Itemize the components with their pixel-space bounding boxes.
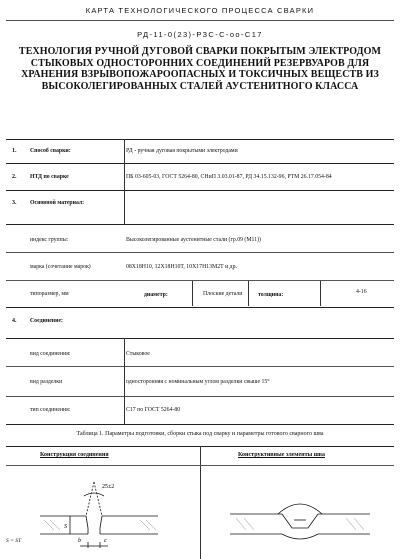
table-rule bbox=[6, 252, 394, 253]
table-column-divider bbox=[124, 139, 125, 224]
table-column-divider bbox=[124, 338, 125, 424]
row-number: 1. bbox=[12, 148, 17, 154]
steel-grade-label: марка (сочетание марок) bbox=[30, 264, 91, 270]
group-index-value: Высоколегированные аустенитные стали (гр.09 (M11)) bbox=[126, 237, 261, 243]
weld-elements-drawing bbox=[230, 484, 380, 554]
table1-header-rule bbox=[6, 465, 394, 466]
table-rule bbox=[6, 338, 394, 339]
header-rule bbox=[6, 20, 394, 21]
joint-label: Соединение: bbox=[30, 318, 63, 324]
table-rule bbox=[6, 307, 394, 308]
table-caption: Таблица 1. Параметры подготовки, сборки стыка под сварку и параметры готового сварного шва bbox=[76, 431, 324, 437]
card-code: РД-11-0(23)-РЗС-С-оо-С17 bbox=[137, 30, 263, 39]
size-cell-divider bbox=[192, 281, 193, 306]
joint-type-value: Стыковое bbox=[126, 351, 150, 357]
table-rule bbox=[6, 366, 394, 367]
table-rule-top bbox=[6, 139, 394, 140]
joint-code-label: тип соединения: bbox=[30, 407, 71, 413]
edge-prep-label: вид разделки bbox=[30, 379, 63, 385]
table-rule bbox=[6, 224, 394, 225]
standards-label: НТД по сварке bbox=[30, 174, 69, 180]
base-material-label: Основной материал: bbox=[30, 200, 85, 206]
joint-type-label: вид соединения: bbox=[30, 351, 71, 357]
root-face-symbol: c bbox=[104, 538, 107, 544]
edge-prep-value: односторонняя с номинальным углом разделки свыше 15° bbox=[126, 379, 270, 385]
footnote: S = ST bbox=[6, 538, 22, 544]
welding-method-label: Способ сварки: bbox=[30, 148, 71, 154]
diameter-label: диаметр: bbox=[144, 292, 168, 298]
groove-angle-label: 25±2 bbox=[102, 484, 115, 490]
group-index-label: индекс группы: bbox=[30, 237, 69, 243]
table-rule bbox=[6, 190, 394, 191]
row-number: 4. bbox=[12, 318, 17, 324]
size-cell-divider bbox=[320, 281, 321, 306]
joint-code-value: С17 по ГОСТ 5264-80 bbox=[126, 407, 181, 413]
table-rule bbox=[6, 163, 394, 164]
size-label: типоразмер, мм bbox=[30, 291, 69, 297]
size-cell-divider bbox=[248, 281, 249, 306]
table1-col-joint: Конструкция соединения bbox=[40, 452, 109, 458]
table1-col-elements: Конструктивные элементы шва bbox=[238, 452, 326, 458]
thickness-value: 4-16 bbox=[356, 289, 367, 295]
thickness-label: толщина: bbox=[258, 292, 284, 298]
thickness-symbol: S bbox=[64, 524, 67, 530]
card-title: КАРТА ТЕХНОЛОГИЧЕСКОГО ПРОЦЕССА СВАРКИ bbox=[85, 6, 315, 15]
welding-method-value: РД - ручная дуговая покрытыми электродами bbox=[126, 148, 238, 154]
row-number: 2. bbox=[12, 174, 17, 180]
gap-symbol: b bbox=[78, 538, 81, 544]
diameter-value: Плоские детали bbox=[203, 291, 243, 297]
table1-column-divider bbox=[200, 446, 201, 559]
table-rule-bottom bbox=[6, 424, 394, 425]
row-number: 3. bbox=[12, 200, 17, 206]
document-main-title: ТЕХНОЛОГИЯ РУЧНОЙ ДУГОВОЙ СВАРКИ ПОКРЫТЫМ ЭЛЕКТРОДОМ СТЫКОВЫХ ОДНОСТОРОННИХ СОЕДИНЕНИЙ РЕЗЕРВУАРОВ ДЛЯ ХРАНЕНИЯ ВЗРЫВОПОЖАРООПАСНЫХ И ТОКСИЧНЫХ ВЕЩЕСТВ ИЗ ВЫСОКОЛЕГИРОВАННЫХ СТАЛЕЙ АУСТЕНИТНОГО КЛАССА bbox=[18, 46, 382, 92]
steel-grade-value: 08Х18Н10, 12Х18Н10Т, 10Х17Н13М2Т и др. bbox=[126, 264, 237, 270]
table-rule bbox=[6, 280, 394, 281]
table-rule bbox=[6, 396, 394, 397]
joint-design-drawing bbox=[40, 476, 180, 556]
standards-value: ПБ 03-605-03, ГОСТ 5264-80, СНиП 3.03.01-87, РД 34.15.132-96, РТМ 26.17.054-84 bbox=[126, 174, 332, 180]
